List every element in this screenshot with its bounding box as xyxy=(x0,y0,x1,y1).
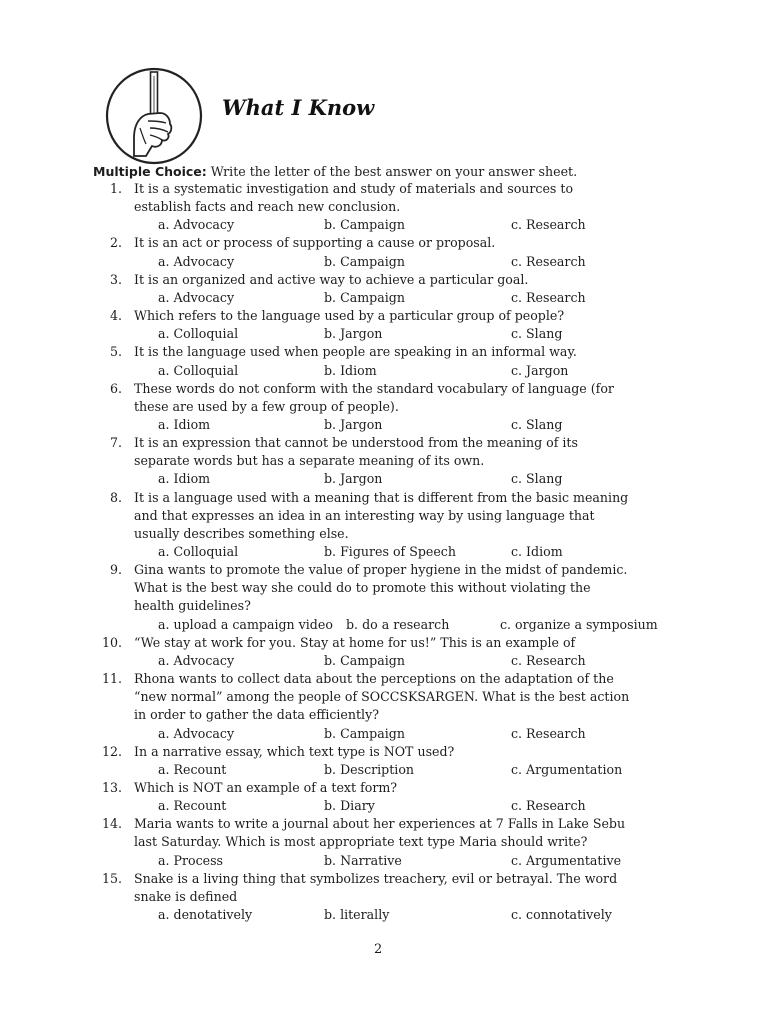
answer-option: a. Advocacy xyxy=(158,652,235,668)
question-text: It is the language used when people are speaking in an informal way. xyxy=(134,344,577,360)
question-number: 6. xyxy=(109,380,122,396)
answer-option: b. Figures of Speech xyxy=(324,544,456,559)
question-number: 8. xyxy=(109,489,122,505)
answer-option: a. upload a campaign video xyxy=(158,616,333,632)
answer-option: a. Advocacy xyxy=(158,217,235,233)
answer-option: b. Campaign xyxy=(324,652,405,668)
answer-option: c. Argumentative xyxy=(511,852,622,868)
question-text: What is the best way she could do to promote this without violating the xyxy=(134,580,591,596)
question-text: In a narrative essay, which text type is NOT used? xyxy=(134,743,455,759)
answer-option: c. Research xyxy=(511,652,586,668)
answer-option: a. Idiom xyxy=(158,416,211,432)
answer-option: a. Recount xyxy=(158,798,227,814)
question-text: Snake is a living thing that symbolizes treachery, evil or betrayal. The word xyxy=(134,870,618,886)
answer-option: a. denotatively xyxy=(158,907,253,922)
question-text: separate words but has a separate meaning of its own. xyxy=(134,453,485,469)
question-text: Which refers to the language used by a particular group of people? xyxy=(134,308,565,324)
answer-option: c. Research xyxy=(511,798,586,814)
question-text: “We stay at work for you. Stay at home for us!” This is an example of xyxy=(134,634,576,650)
question-number: 5. xyxy=(109,344,122,360)
question-number: 12. xyxy=(101,743,122,759)
answer-option: a. Advocacy xyxy=(158,289,235,305)
question-text: It is a language used with a meaning that is different from the basic meaning xyxy=(134,489,629,505)
answer-option: b. Narrative xyxy=(324,852,402,868)
question-text: Maria wants to write a journal about her experiences at 7 Falls in Lake Sebu xyxy=(134,816,626,832)
question-text: health guidelines? xyxy=(134,598,251,614)
answer-option: a. Process xyxy=(158,852,224,868)
answer-option: c. Jargon xyxy=(511,362,569,378)
question-text: these are used by a few group of people). xyxy=(134,398,399,414)
answer-option: c. Slang xyxy=(511,326,563,342)
question-number: 9. xyxy=(109,562,122,578)
question-number: 3. xyxy=(109,271,122,287)
answer-option: a. Idiom xyxy=(158,471,211,487)
answer-option: b. Jargon xyxy=(324,471,383,487)
answer-option: b. do a research xyxy=(346,616,450,632)
hand-holding-pencil-icon xyxy=(104,66,204,166)
answer-option: a. Colloquial xyxy=(158,326,239,342)
question-text: “new normal” among the people of SOCCSKSARGEN. What is the best action xyxy=(134,689,630,705)
answer-option: b. Idiom xyxy=(324,362,377,378)
answer-option: c. organize a symposium xyxy=(500,616,658,632)
answer-option: b. Campaign xyxy=(324,725,405,741)
question-text: and that expresses an idea in an interesting way by using language that xyxy=(134,507,595,523)
answer-option: c. Research xyxy=(511,289,586,305)
answer-option: a. Advocacy xyxy=(158,725,235,741)
question-text: establish facts and reach new conclusion. xyxy=(134,199,401,215)
page-title: What I Know xyxy=(222,95,375,120)
question-number: 11. xyxy=(101,671,122,687)
question-number: 4. xyxy=(109,308,122,324)
question-number: 10. xyxy=(101,634,122,650)
answer-option: a. Colloquial xyxy=(158,544,239,559)
answer-option: a. Advocacy xyxy=(158,253,235,269)
answer-option: b. Diary xyxy=(324,798,375,814)
answer-option: a. Recount xyxy=(158,761,227,777)
answer-option: b. Campaign xyxy=(324,289,405,305)
page-number: 2 xyxy=(374,942,383,957)
question-text: snake is defined xyxy=(134,888,238,904)
answer-option: c. Argumentation xyxy=(511,761,623,777)
answer-option: b. Campaign xyxy=(324,253,405,269)
instructions xyxy=(93,163,577,180)
question-text: in order to gather the data efficiently? xyxy=(134,707,379,723)
instructions-text: Write the letter of the best answer on your answer sheet. xyxy=(206,164,578,179)
question-text: Rhona wants to collect data about the perceptions on the adaptation of the xyxy=(134,671,614,687)
question-number: 1. xyxy=(109,181,122,196)
question-number: 2. xyxy=(109,235,122,251)
question-text: These words do not conform with the standard vocabulary of language (for xyxy=(134,380,614,396)
answer-option: b. Campaign xyxy=(324,217,405,233)
answer-option: a. Colloquial xyxy=(158,362,239,378)
question-text: It is an organized and active way to achieve a particular goal. xyxy=(134,271,529,287)
answer-option: c. Research xyxy=(511,217,586,233)
answer-option: c. Research xyxy=(511,253,586,269)
question-number: 7. xyxy=(109,435,122,451)
answer-option: b. Description xyxy=(324,761,415,777)
question-text: usually describes something else. xyxy=(134,525,349,541)
question-number: 15. xyxy=(101,870,122,886)
question-text: Which is NOT an example of a text form? xyxy=(134,779,398,795)
question-text: It is an expression that cannot be understood from the meaning of its xyxy=(134,435,578,451)
question-text: It is a systematic investigation and study of materials and sources to xyxy=(134,181,574,196)
question-text: Gina wants to promote the value of proper hygiene in the midst of pandemic. xyxy=(134,562,628,578)
question-text: last Saturday. Which is most appropriate text type Maria should write? xyxy=(134,834,588,850)
question-number: 14. xyxy=(101,816,122,832)
answer-option: c. connotatively xyxy=(511,907,612,922)
answer-option: b. Jargon xyxy=(324,416,383,432)
answer-option: c. Research xyxy=(511,725,586,741)
answer-option: c. Slang xyxy=(511,471,563,487)
answer-option: c. Idiom xyxy=(511,544,563,559)
answer-option: c. Slang xyxy=(511,416,563,432)
question-number: 13. xyxy=(101,779,122,795)
answer-option: b. Jargon xyxy=(324,326,383,342)
instructions-label: Multiple Choice: xyxy=(93,164,207,179)
answer-option: b. literally xyxy=(324,907,390,922)
question-text: It is an act or process of supporting a cause or proposal. xyxy=(134,235,496,251)
